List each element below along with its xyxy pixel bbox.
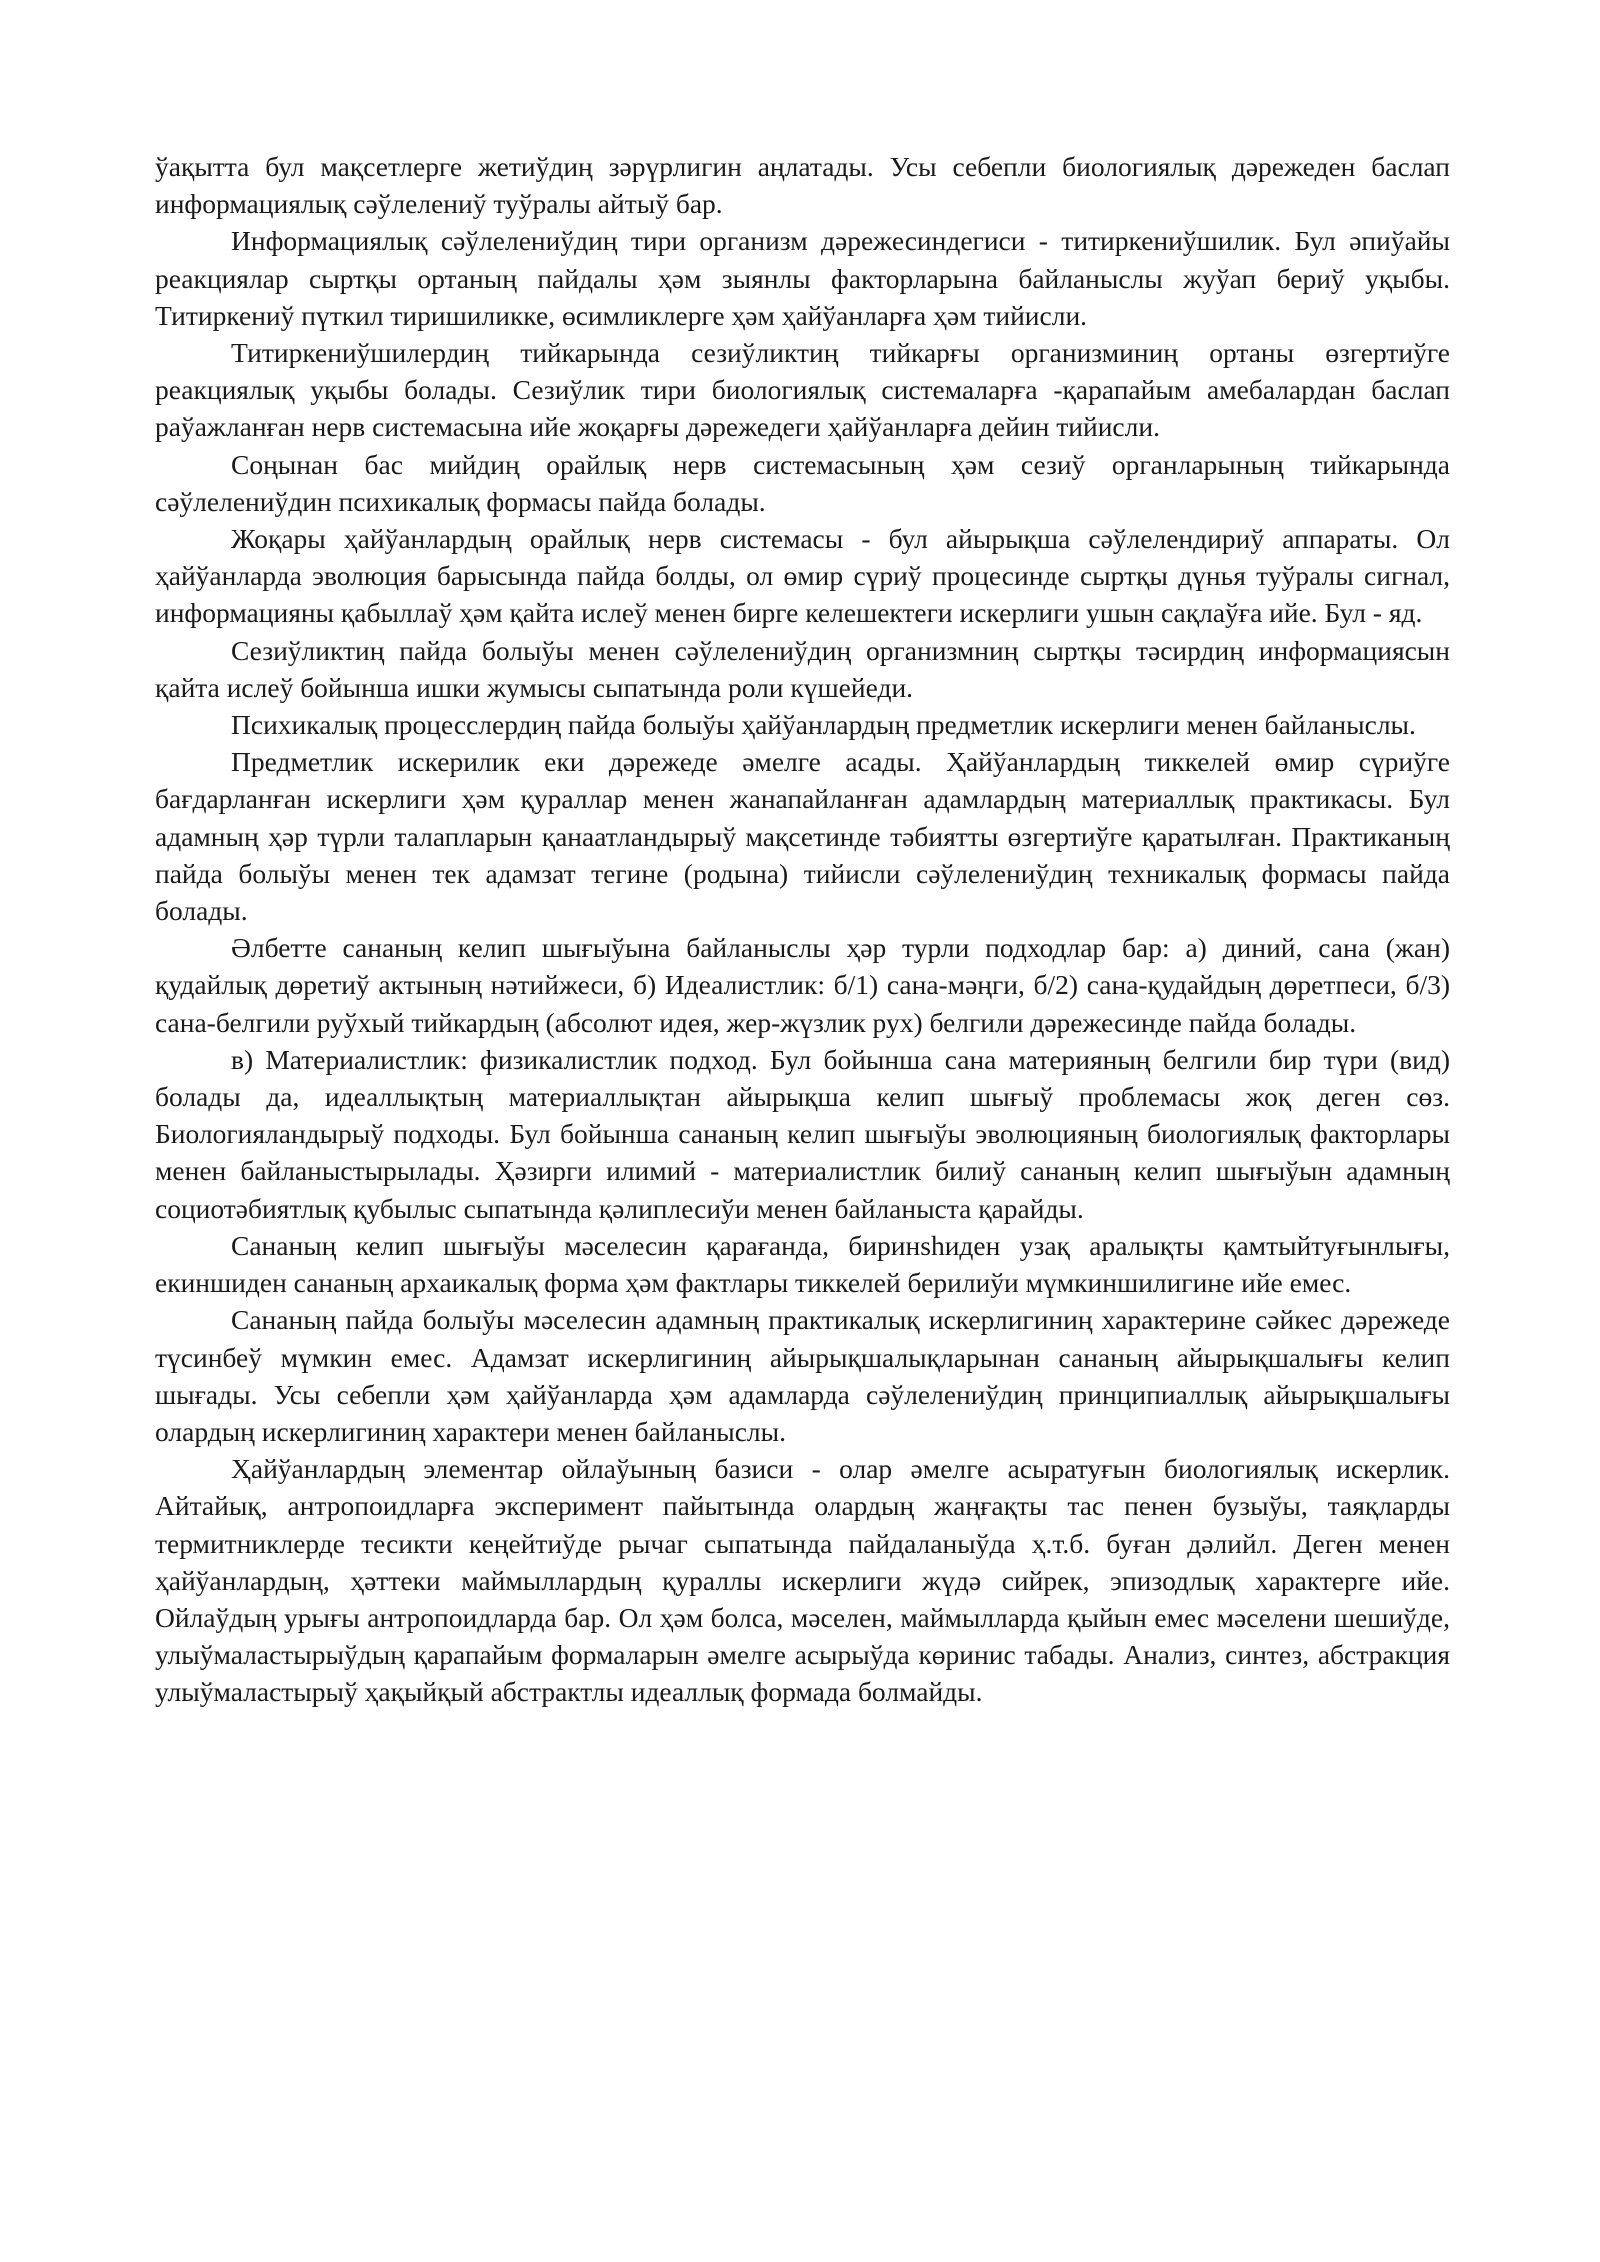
paragraph-11: Сананың келип шығыўы мәселесин қарағанда, биринshиден узақ аралықты қамтыйтуғынлығы, екиншиден сананың архаикалық форма ҳәм фактлары тиккелей берилиўи мүмкиншилигине ийе емес.	[155, 1229, 1450, 1299]
paragraph-3: Титиркениўшилердиң тийкарында сезиўликтиң тийкарғы организминиң ортаны өзгертиўге реакциялық уқыбы болады. Сезиўлик тири биологиялық системаларға -қарапайым амебалардан баслап раўажланған нерв системасына ийе жоқарғы дәрежедеги ҳайўанларға дейин тийисли.	[155, 337, 1450, 443]
paragraph-4: Соңынан бас мийдиң орайлық нерв системасының ҳәм сезиў органларының тийкарында сәўлелениўдин психикалық формасы пайда болады.	[155, 448, 1450, 517]
paragraph-10: в) Материалистлик: физикалистлик подход. Бул бойынша сана материяның белгили бир түри (вид) болады да, идеаллықтың материаллықтан айырықша келип шығыў проблемасы жоқ деген сөз. Биологияландырыў подходы. Бул бойынша сананың келип шығыўы эволюцияның биологиялық факторлары менен байланыстырылады. Ҳәзирги илимий - материалистлик билиў сананың келип шығыўын адамның социотәбиятлық қубылыс сыпатында қәлиплесиўи менен байланыста қарайды.	[155, 1043, 1450, 1224]
paragraph-2: Информациялық сәўлелениўдиң тири организм дәрежесиндегиси - титиркениўшилик. Бул әпиўайы реакциялар сыртқы ортаның пайдалы ҳәм зыянлы факторларына байланыслы жуўап бериў уқыбы. Титиркениў пүткил тиришиликке, өсимликлерге ҳәм ҳайўанларға ҳәм тийисли.	[155, 225, 1450, 331]
document-page	[155, 148, 1450, 1711]
paragraph-9: Әлбетте сананың келип шығыўына байланыслы ҳәр турли подходлар бар: а) диний, сана (жан) қудайлық дөретиў актының нәтийжеси, б) Идеалистлик: б/1) сана-мәңги, б/2) сана-қудайдың дөретпеси, б/3) сана-белгили руўхый тийкардың (абсолют идея, жер-жүзлик рух) белгили дәрежесинде пайда болады.	[155, 932, 1450, 1038]
paragraph-7: Психикалық процесслердиң пайда болыўы ҳайўанлардың предметлик искерлиги менен байланыслы.	[231, 709, 1416, 741]
paragraph-12: Сананың пайда болыўы мәселесин адамның практикалық искерлигиниң характерине сәйкес дәрежеде түсинбеў мүмкин емес. Адамзат искерлигиниң айырықшалықларынан сананың айырықшалығы келип шығады. Усы себепли ҳәм ҳайўанларда ҳәм адамларда сәўлелениўдиң принципиаллық айырықшалығы олардың искерлигиниң характери менен байланыслы.	[155, 1304, 1450, 1447]
paragraph-5: Жоқары ҳайўанлардың орайлық нерв системасы - бул айырықша сәўлелендириў аппараты. Ол ҳайўанларда эволюция барысында пайда болды, ол өмир сүриў процесинде сыртқы дүнья туўралы сигнал, информацияны қабыллаў ҳәм қайта ислеў менен бирге келешектеги искерлиги ушын сақлаўға ийе. Бул - яд.	[155, 523, 1450, 629]
paragraph-6: Сезиўликтиң пайда болыўы менен сәўлелениўдиң организмниң сыртқы тәсирдиң информациясын қайта ислеў бойынша ишки жумысы сыпатында роли күшейеди.	[155, 634, 1450, 703]
paragraph-13: Ҳайўанлардың элементар ойлаўының базиси - олар әмелге асыратуғын биологиялық искерлик. Айтайық, антропоидларға эксперимент пайытында олардың жаңғақты тас пенен бузыўы, таяқларды термитниклерде тесикти кеңейтиўде рычаг сыпатында пайдаланыўда ҳ.т.б. буған дәлийл. Деген менен ҳайўанлардың, ҳәттеки маймыллардың қураллы искерлиги жүдә сийрек, эпизодлық характерге ийе. Ойлаўдың урығы антропоидларда бар. Ол ҳәм болса, мәселен, маймылларда қыйын емес мәселени шешиўде, улыўмаластырыўдың қарапайым формаларын әмелге асырыўда көринис табады. Анализ, синтез, абстракция улыўмаластырыў ҳақыйқый абстрактлы идеаллық формада болмайды.	[155, 1453, 1450, 1708]
paragraph-8: Предметлик искерилик еки дәрежеде әмелге асады. Ҳайўанлардың тиккелей өмир сүриўге бағдарланған искерлиги ҳәм қураллар менен жанапайланған адамлардың материаллық практикасы. Бул адамның ҳәр түрли талапларын қанаатландырыў мақсетинде тәбиятты өзгертиўге қаратылған. Практиканың пайда болыўы менен тек адамзат тегине (родына) тийисли сәўлелениўдиң техникалық формасы пайда болады.	[155, 746, 1450, 927]
paragraph-1: ўақытта бул мақсетлерге жетиўдиң зәрүрлигин аңлатады. Усы себепли биологиялық дәрежеден баслап информациялық сәўлелениў туўралы айтыў бар.	[155, 151, 1450, 220]
